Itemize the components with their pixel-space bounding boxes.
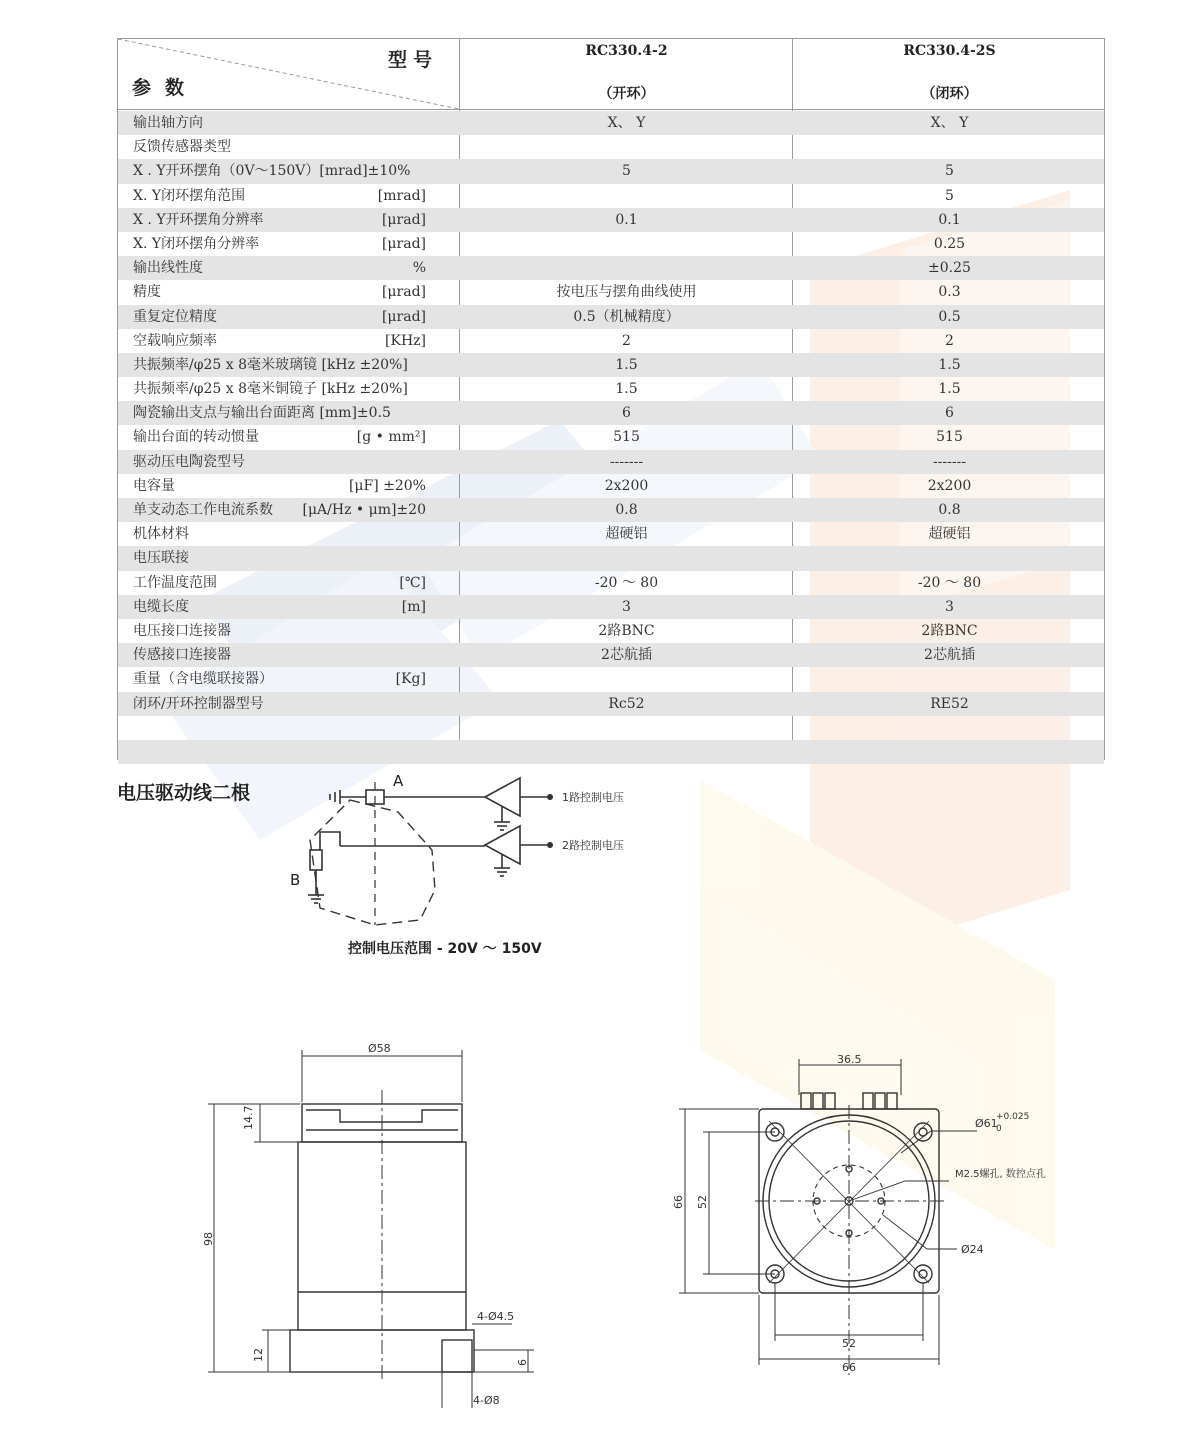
param-unit xyxy=(278,353,426,377)
value-open-loop xyxy=(460,256,793,280)
value-closed-loop: RE52 xyxy=(930,695,969,712)
value-closed-loop: 5 xyxy=(945,187,954,204)
param-unit: [Kg] xyxy=(395,671,426,688)
table-row xyxy=(118,256,1104,280)
dim-dia-inner: Ø24 xyxy=(961,1243,984,1256)
param-name: X. Y闭环摆角分辨率 xyxy=(133,235,260,252)
dim-h-inner: 52 xyxy=(696,1195,709,1209)
table-row xyxy=(118,571,1104,595)
value-open-loop xyxy=(460,135,793,159)
channel-1-label: 1路控制电压 xyxy=(562,791,624,804)
value-open-loop xyxy=(460,740,793,764)
value-closed-loop xyxy=(793,667,1106,691)
param-name: X . Y开环摆角分辨率 xyxy=(133,211,264,228)
param-name: 闭环/开环控制器型号 xyxy=(133,695,264,712)
param-name: 共振频率/φ25 x 8毫米铜镜子 [kHz ±20%] xyxy=(133,381,408,398)
section-title: 电压驱动线二根 xyxy=(117,782,251,804)
param-label: 参数 xyxy=(132,77,199,99)
value-closed-loop: 超硬铝 xyxy=(928,526,971,543)
param-name: 陶瓷输出支点与输出台面距离 [mm]±0.5 xyxy=(133,405,391,422)
model-name-2: RC330.4-2S xyxy=(903,43,996,59)
value-closed-loop: 515 xyxy=(936,429,963,446)
model-type-2: （闭环） xyxy=(921,86,978,102)
value-open-loop: 2 xyxy=(622,332,631,349)
param-unit xyxy=(278,135,426,159)
table-row xyxy=(118,305,1104,329)
param-unit: [μrad] xyxy=(381,211,426,228)
param-unit xyxy=(278,619,426,643)
voltage-range: 控制电压范围 - 20V ～ 150V xyxy=(348,941,542,957)
model-label: 型号 xyxy=(388,49,439,71)
table-row xyxy=(118,401,1104,425)
param-name: 工作温度范围 xyxy=(133,574,217,591)
table-row xyxy=(118,716,1104,740)
dim-depth: 6 xyxy=(516,1359,529,1366)
value-open-loop: 3 xyxy=(622,598,631,615)
value-open-loop: -20 ～ 80 xyxy=(594,574,659,591)
param-name: 共振频率/φ25 x 8毫米玻璃镜 [kHz ±20%] xyxy=(133,356,408,373)
table-row xyxy=(118,595,1104,619)
dim-h-base: 12 xyxy=(252,1348,265,1362)
param-name: 输出线性度 xyxy=(133,260,203,277)
table-row xyxy=(118,619,1104,643)
param-name: X. Y闭环摆角范围 xyxy=(133,187,246,204)
param-unit: [KHz] xyxy=(385,332,426,349)
param-name: 驱动压电陶瓷型号 xyxy=(133,453,245,470)
param-name: 重量（含电缆联接器） xyxy=(133,671,273,688)
table-row xyxy=(118,498,1104,522)
dim-m-holes: M2.5螺孔, 数控点孔 xyxy=(955,1169,1046,1180)
value-closed-loop: 2x200 xyxy=(927,477,972,494)
param-unit xyxy=(278,111,426,135)
value-open-loop: 1.5 xyxy=(615,381,638,398)
value-open-loop: 0.1 xyxy=(615,211,638,228)
value-closed-loop xyxy=(793,135,1106,159)
param-unit xyxy=(278,643,426,667)
table-row xyxy=(118,208,1104,232)
table-row xyxy=(118,159,1104,183)
param-name: 精度 xyxy=(133,284,161,301)
table-row xyxy=(118,232,1104,256)
table-row xyxy=(118,450,1104,474)
value-closed-loop: 0.3 xyxy=(938,284,961,301)
param-unit xyxy=(278,546,426,570)
param-unit xyxy=(278,401,426,425)
dim-h-outer: 66 xyxy=(672,1195,685,1209)
value-closed-loop: 1.5 xyxy=(938,356,961,373)
param-unit xyxy=(278,522,426,546)
value-closed-loop: 1.5 xyxy=(938,381,961,398)
param-name: 电压联接 xyxy=(133,550,189,567)
table-row xyxy=(118,377,1104,401)
param-unit: % xyxy=(412,260,426,277)
side-view-drawing xyxy=(190,1030,550,1420)
table-row xyxy=(118,425,1104,449)
value-open-loop xyxy=(460,667,793,691)
value-closed-loop: 2 xyxy=(945,332,954,349)
table-row xyxy=(118,692,1104,716)
table-row xyxy=(118,184,1104,208)
param-unit xyxy=(278,159,426,183)
param-name: 单支动态工作电流系数 xyxy=(133,502,273,518)
label-b: B xyxy=(290,871,301,889)
model-name-1: RC330.4-2 xyxy=(585,43,668,59)
param-name: 电容量 xyxy=(133,477,175,494)
value-open-loop: 0.8 xyxy=(615,502,638,518)
value-closed-loop: 6 xyxy=(945,405,954,422)
value-open-loop xyxy=(460,546,793,570)
param-name: 重复定位精度 xyxy=(133,308,217,325)
dim-w-outer: 66 xyxy=(842,1361,856,1374)
table-row xyxy=(118,135,1104,159)
param-unit xyxy=(278,377,426,401)
param-unit xyxy=(278,716,426,740)
dim-w-inner: 52 xyxy=(842,1337,856,1350)
value-open-loop: 按电压与摆角曲线使用 xyxy=(556,284,697,301)
param-unit: [g • mm²] xyxy=(356,429,426,446)
value-closed-loop: 5 xyxy=(945,163,954,180)
table-row xyxy=(118,280,1104,304)
param-unit: [mrad] xyxy=(377,187,426,204)
value-open-loop: 6 xyxy=(622,405,631,422)
value-closed-loop xyxy=(793,740,1106,764)
value-closed-loop: 0.1 xyxy=(938,211,961,228)
dim-h-total: 98 xyxy=(202,1232,215,1246)
value-closed-loop: -20 ～ 80 xyxy=(917,574,982,591)
value-closed-loop: 3 xyxy=(945,598,954,615)
table-row xyxy=(118,522,1104,546)
table-body xyxy=(118,111,1104,764)
spec-table xyxy=(117,38,1105,760)
value-closed-loop: 0.8 xyxy=(938,502,961,518)
value-open-loop: 5 xyxy=(622,163,631,180)
table-row xyxy=(118,111,1104,135)
param-name: 输出轴方向 xyxy=(133,115,203,131)
param-unit: [μrad] xyxy=(381,284,426,301)
table-row xyxy=(118,667,1104,691)
value-closed-loop: ±0.25 xyxy=(928,260,971,277)
value-open-loop: 515 xyxy=(613,429,640,446)
param-unit: [μrad] xyxy=(381,308,426,325)
value-closed-loop: 0.25 xyxy=(933,235,966,252)
param-name: X . Y开环摆角（0V～150V）[mrad]±10% xyxy=(133,163,411,180)
table-row xyxy=(118,329,1104,353)
value-closed-loop: 0.5 xyxy=(938,308,961,325)
value-open-loop: 2芯航插 xyxy=(601,647,652,664)
param-unit: [μF] ±20% xyxy=(348,477,426,494)
value-open-loop: Rc52 xyxy=(608,695,645,712)
dim-h-top: 14.7 xyxy=(242,1105,255,1130)
dim-bore: Ø61 xyxy=(975,1117,998,1130)
value-open-loop: 0.5（机械精度） xyxy=(573,308,680,325)
value-closed-loop: ------- xyxy=(932,453,967,470)
value-open-loop: 1.5 xyxy=(615,356,638,373)
value-open-loop: 超硬铝 xyxy=(605,526,648,543)
value-open-loop: ------- xyxy=(609,453,644,470)
dim-dia-top: Ø58 xyxy=(368,1042,391,1055)
param-unit: [μA/Hz • μm]±20 xyxy=(302,502,426,518)
param-name: 电缆长度 xyxy=(133,598,189,615)
param-name: 电压接口连接器 xyxy=(133,622,231,639)
wiring-diagram xyxy=(280,770,660,970)
dim-holes-small: 4-Ø4.5 xyxy=(477,1310,515,1323)
param-name: 机体材料 xyxy=(133,526,189,543)
value-open-loop: 2路BNC xyxy=(598,622,655,639)
table-header xyxy=(118,39,1104,110)
table-row xyxy=(118,643,1104,667)
model-type-1: （开环） xyxy=(598,86,655,102)
label-a: A xyxy=(393,772,404,790)
dim-bore-tol-low: 0 xyxy=(996,1124,1002,1134)
param-unit: [m] xyxy=(401,598,426,615)
param-unit xyxy=(278,740,426,764)
param-unit xyxy=(278,450,426,474)
param-unit: [℃] xyxy=(399,574,426,591)
value-open-loop xyxy=(460,232,793,256)
value-open-loop: 2x200 xyxy=(604,477,649,494)
table-row xyxy=(118,546,1104,570)
param-name: 传感接口连接器 xyxy=(133,647,231,664)
channel-2-label: 2路控制电压 xyxy=(562,839,624,852)
table-row xyxy=(118,353,1104,377)
param-unit xyxy=(278,692,426,716)
value-closed-loop: 2路BNC xyxy=(921,622,978,639)
dim-bore-tol: +0.025 xyxy=(996,1112,1030,1122)
value-open-loop: X、 Y xyxy=(607,115,646,131)
table-row xyxy=(118,474,1104,498)
dim-holes-large: 4-Ø8 xyxy=(473,1394,500,1407)
param-name: 输出台面的转动惯量 xyxy=(133,429,259,446)
value-open-loop xyxy=(460,716,793,740)
value-open-loop xyxy=(460,184,793,208)
value-closed-loop: 2芯航插 xyxy=(924,647,975,664)
table-row xyxy=(118,740,1104,764)
param-unit: [μrad] xyxy=(381,235,426,252)
value-closed-loop xyxy=(793,716,1106,740)
dim-connectors: 36.5 xyxy=(837,1053,862,1066)
param-name: 反馈传感器类型 xyxy=(133,139,231,156)
value-closed-loop: X、 Y xyxy=(930,115,969,131)
value-closed-loop xyxy=(793,546,1106,570)
param-name: 空载响应频率 xyxy=(133,332,217,349)
top-view-drawing xyxy=(665,1045,1065,1385)
